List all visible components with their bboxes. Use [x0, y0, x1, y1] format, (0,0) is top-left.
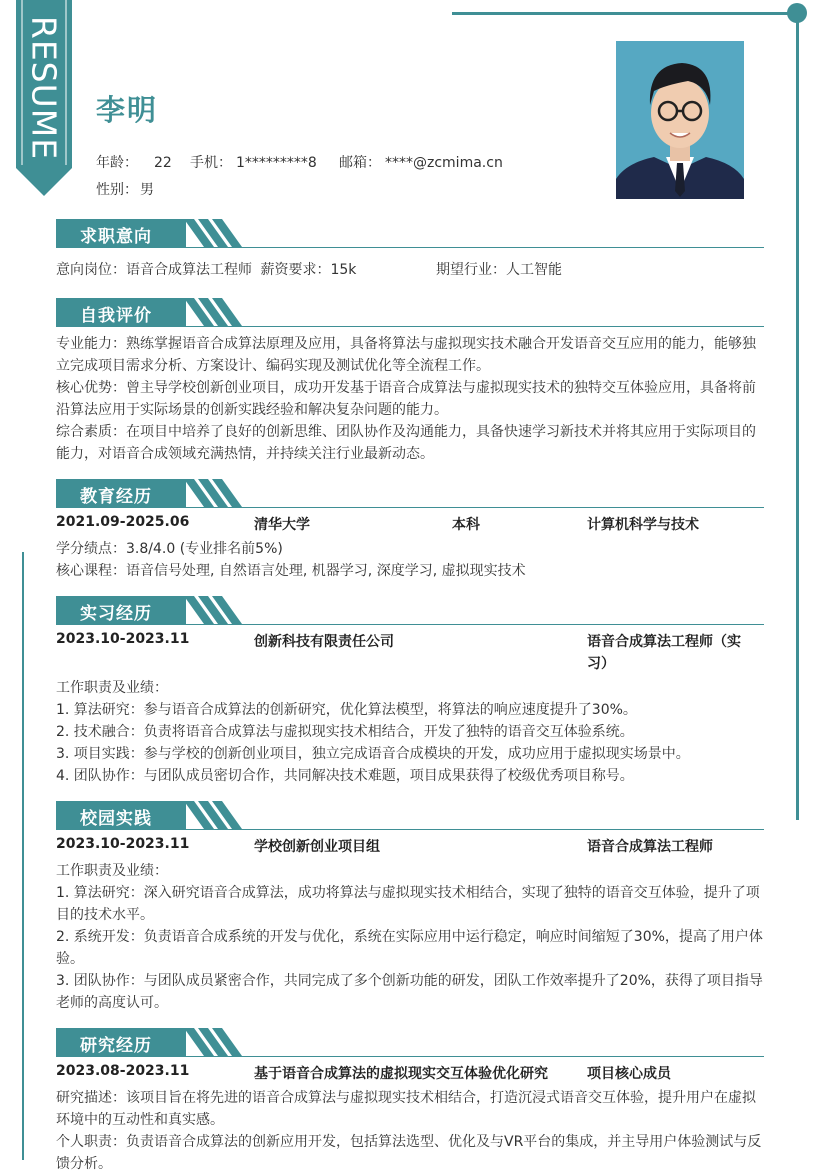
section-header-intent [56, 219, 764, 249]
intent-position: 意向岗位：语音合成算法工程师 [56, 262, 252, 278]
research-row [56, 1063, 766, 1085]
education-line-1: 学分绩点：3.8/4.0 (专业排名前5%) [56, 541, 283, 557]
gender-field [96, 179, 154, 199]
research-line-2: 环境中的互动性和真实感。 [56, 1112, 224, 1128]
age-label: 年龄： [96, 155, 138, 171]
section-title-campus: 校园实践 [80, 809, 152, 829]
campus-period: 2023.10-2023.11 [56, 836, 190, 852]
self-line-4: 沿算法应用于实际场景的创新实践经验和解决复杂问题的能力。 [56, 402, 448, 418]
education-line-2: 核心课程：语音信号处理, 自然语言处理, 机器学习, 深度学习, 虚拟现实技术 [56, 563, 526, 579]
self-line-3: 核心优势：曾主导学校创新创业项目，成功开发基于语音合成算法与虚拟现实技术的独特交互体验应用，具备将前 [56, 380, 756, 396]
self-line-1: 专业能力：熟练掌握语音合成算法原理及应用，具备将算法与虚拟现实技术融合开发语音交互应用的能力，能够独 [56, 336, 756, 352]
education-period: 2021.09-2025.06 [56, 514, 190, 530]
email-label: 邮箱： [339, 155, 381, 171]
campus-line-1: 工作职责及业绩： [56, 863, 168, 879]
age-field [96, 152, 172, 172]
email-field [339, 152, 503, 172]
internship-line-1: 工作职责及业绩： [56, 680, 168, 696]
section-title-self: 自我评价 [80, 306, 152, 326]
section-header-self [56, 298, 764, 328]
gender-value: 男 [140, 182, 154, 198]
internship-line-2: 1. 算法研究：参与语音合成算法的创新研究，优化算法模型，将算法的响应速度提升了30%。 [56, 702, 637, 718]
campus-line-6: 3. 团队协作：与团队成员紧密合作，共同完成了多个创新功能的研发，团队工作效率提升了20%，获得了项目指导 [56, 973, 763, 989]
intent-industry: 期望行业：人工智能 [436, 262, 562, 278]
research-period: 2023.08-2023.11 [56, 1063, 190, 1079]
campus-line-3: 目的技术水平。 [56, 907, 154, 923]
campus-line-4: 2. 系统开发：负责语音合成系统的开发与优化，系统在实际应用中运行稳定，响应时间缩短了30%，提高了用户体 [56, 929, 763, 945]
internship-row [56, 631, 766, 675]
section-header-education [56, 479, 764, 509]
research-line-4: 馈分析。 [56, 1156, 112, 1172]
phone-field [190, 152, 317, 172]
gender-label: 性别： [96, 182, 138, 198]
ribbon-label: RESUME [24, 15, 64, 161]
resume-ribbon [16, 0, 72, 196]
phone-label: 手机： [190, 155, 232, 171]
research-line-3: 个人职责：负责语音合成算法的创新应用开发，包括算法选型、优化及与VR平台的集成，并主导用户体验测试与反 [56, 1134, 762, 1150]
education-row [56, 514, 766, 536]
internship-role-line1: 语音合成算法工程师（实 [587, 634, 741, 650]
campus-line-5: 验。 [56, 951, 84, 967]
right-decorative-line [796, 20, 799, 820]
profile-photo [616, 41, 744, 199]
self-line-5: 综合素质：在项目中培养了良好的创新思维、团队协作及沟通能力，具备快速学习新技术并将其应用于实际项目的 [56, 424, 756, 440]
internship-line-4: 3. 项目实践：参与学校的创新创业项目，独立完成语音合成模块的开发，成功应用于虚拟现实场景中。 [56, 746, 690, 762]
top-decorative-line [452, 12, 797, 15]
education-school: 清华大学 [254, 517, 310, 533]
self-line-2: 立完成项目需求分析、方案设计、编码实现及测试优化等全流程工作。 [56, 358, 490, 374]
left-decorative-line [22, 552, 24, 1160]
section-title-education: 教育经历 [80, 487, 152, 507]
internship-company: 创新科技有限责任公司 [254, 634, 394, 650]
age-value: 22 [154, 155, 172, 171]
internship-line-5: 4. 团队协作：与团队成员密切合作，共同解决技术难题，项目成果获得了校级优秀项目称号。 [56, 768, 634, 784]
campus-org: 学校创新创业项目组 [254, 839, 380, 855]
education-major: 计算机科学与技术 [587, 517, 699, 533]
email-value: ****@zcmima.cn [385, 155, 503, 171]
research-project: 基于语音合成算法的虚拟现实交互体验优化研究 [254, 1066, 548, 1082]
section-header-campus [56, 801, 764, 831]
section-title-research: 研究经历 [80, 1036, 152, 1056]
intent-salary: 薪资要求：15k [260, 262, 357, 278]
internship-role-line2: 习） [587, 656, 615, 672]
campus-line-7: 老师的高度认可。 [56, 995, 168, 1011]
campus-line-2: 1. 算法研究：深入研究语音合成算法，成功将算法与虚拟现实技术相结合，实现了独特的语音交互体验，提升了项 [56, 885, 760, 901]
section-title-internship: 实习经历 [80, 604, 152, 624]
self-line-6: 能力，对语音合成领域充满热情，并持续关注行业最新动态。 [56, 446, 434, 462]
section-header-research [56, 1028, 764, 1058]
internship-period: 2023.10-2023.11 [56, 631, 190, 647]
campus-role: 语音合成算法工程师 [587, 839, 713, 855]
section-title-intent: 求职意向 [80, 227, 152, 247]
intent-row [56, 259, 766, 281]
research-line-1: 研究描述：该项目旨在将先进的语音合成算法与虚拟现实技术相结合，打造沉浸式语音交互体验，提升用户在虚拟 [56, 1090, 756, 1106]
section-header-internship [56, 596, 764, 626]
research-role: 项目核心成员 [587, 1066, 671, 1082]
candidate-name: 李明 [96, 93, 159, 127]
campus-row [56, 836, 766, 858]
internship-line-3: 2. 技术融合：负责将语音合成算法与虚拟现实技术相结合，开发了独特的语音交互体验系统。 [56, 724, 634, 740]
education-degree: 本科 [452, 517, 480, 533]
phone-value: 1*********8 [236, 155, 317, 171]
